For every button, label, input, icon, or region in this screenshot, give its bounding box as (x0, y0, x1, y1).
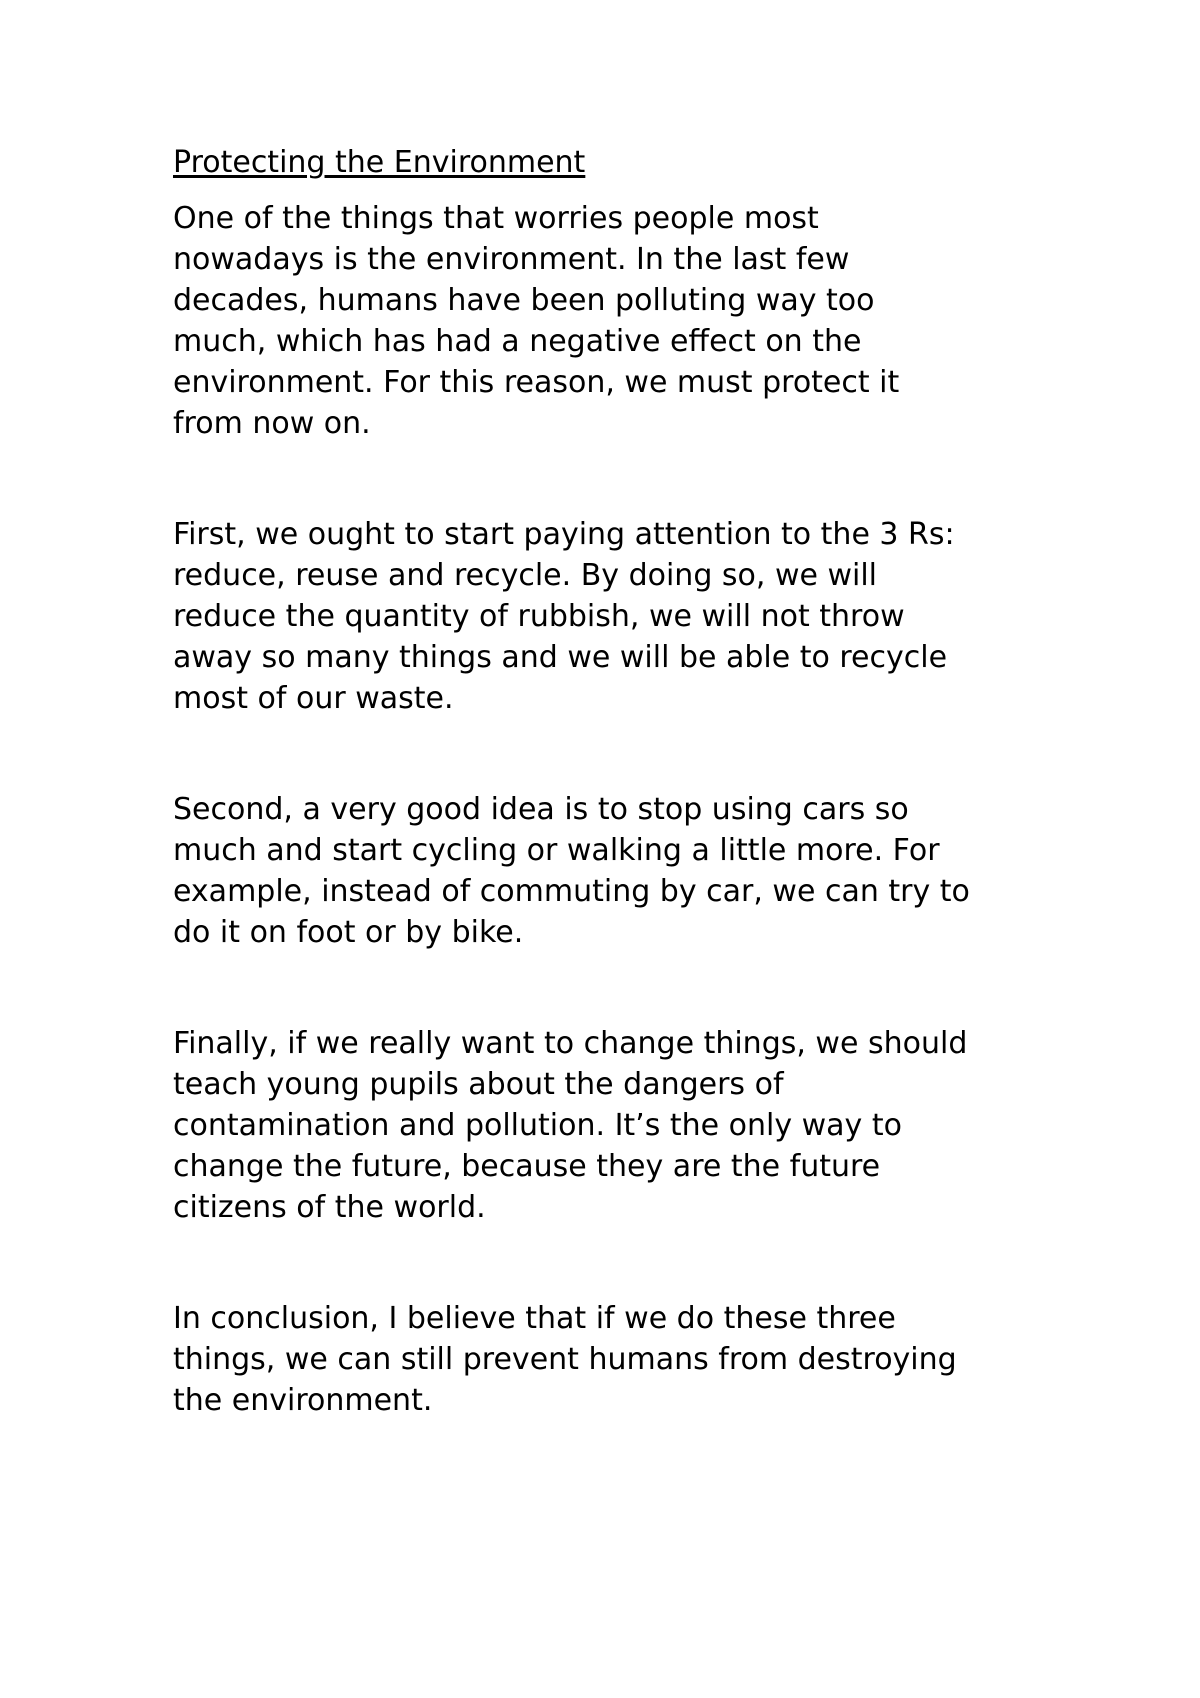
paragraph-second-point: Second, a very good idea is to stop using cars so much and start cycling or walking a little more. For example, instead of commuting by car, we can try to do it on foot or by bike. (173, 792, 970, 950)
document-body (173, 143, 1053, 1421)
paragraph-conclusion: In conclusion, I believe that if we do these three things, we can still prevent humans from destroying the environment. (173, 1301, 957, 1418)
paragraph-first-point: First, we ought to start paying attention to the 3 Rs: reduce, reuse and recycle. By doing so, we will reduce the quantity of rubbish, we will not throw away so many things and we will be able to recycle most of our waste. (173, 517, 955, 716)
paragraph-introduction: One of the things that worries people most nowadays is the environment. In the last few decades, humans have been polluting way too much, which has had a negative effect on the environment. For this reason, we must protect it from now on. (173, 201, 900, 441)
document-title: Protecting the Environment (173, 145, 586, 180)
paragraph-third-point: Finally, if we really want to change things, we should teach young pupils about the dangers of contamination and pollution. It’s the only way to change the future, because they are the future citizens of the world. (173, 1026, 968, 1225)
